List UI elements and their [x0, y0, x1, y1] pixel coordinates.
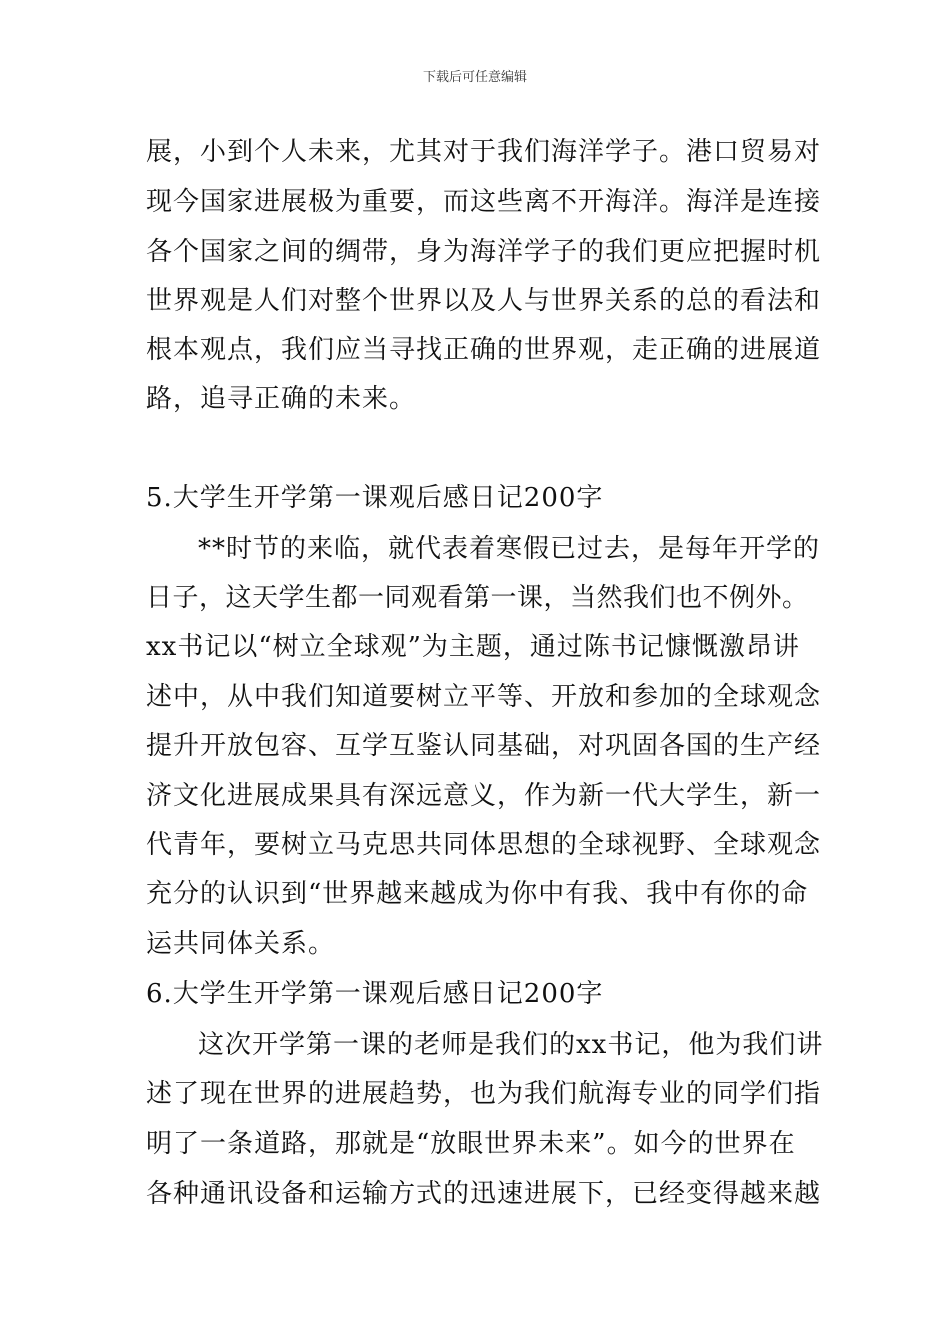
- paragraph-line: 这次开学第一课的老师是我们的xx书记，他为我们讲: [198, 1030, 824, 1060]
- paragraph-line: 提升开放包容、互学互鉴认同基础，对巩固各国的生产经: [146, 731, 822, 761]
- paragraph-line: 日子，这天学生都一同观看第一课，当然我们也不例外。: [146, 583, 809, 613]
- paragraph-line: 世界观是人们对整个世界以及人与世界关系的总的看法和: [146, 286, 822, 316]
- paragraph-line: 根本观点，我们应当寻找正确的世界观，走正确的进展道: [146, 335, 822, 365]
- paragraph-line: 展，小到个人未来，尤其对于我们海洋学子。港口贸易对: [146, 137, 822, 167]
- paragraph-line: 各种通讯设备和运输方式的迅速进展下，已经变得越来越: [146, 1179, 822, 1209]
- paragraph-line: xx书记以“树立全球观”为主题，通过陈书记慷慨激昂讲: [146, 632, 800, 662]
- paragraph-line: 路，追寻正确的未来。: [146, 384, 417, 414]
- paragraph-line: 明了一条道路，那就是“放眼世界未来”。如今的世界在: [146, 1129, 796, 1159]
- paragraph-line: 述了现在世界的进展趋势，也为我们航海专业的同学们指: [146, 1079, 822, 1109]
- paragraph-line: 充分的认识到“世界越来越成为你中有我、我中有你的命: [146, 879, 809, 909]
- paragraph-line: 代青年，要树立马克思共同体思想的全球视野、全球观念: [146, 830, 822, 860]
- paragraph-line: 运共同体关系。: [146, 929, 336, 959]
- paragraph-line: **时节的来临，就代表着寒假已过去，是每年开学的: [198, 534, 821, 564]
- paragraph-line: 济文化进展成果具有深远意义，作为新一代大学生，新一: [146, 781, 822, 811]
- header-note: 下载后可任意编辑: [422, 70, 527, 85]
- paragraph-line: 各个国家之间的绸带，身为海洋学子的我们更应把握时机: [146, 237, 822, 267]
- paragraph-line: 现今国家进展极为重要，而这些离不开海洋。海洋是连接: [146, 187, 822, 217]
- paragraph-line: 述中，从中我们知道要树立平等、开放和参加的全球观念: [146, 682, 822, 712]
- section-heading: 6.大学生开学第一课观后感日记200字: [146, 979, 604, 1009]
- section-heading: 5.大学生开学第一课观后感日记200字: [146, 483, 604, 513]
